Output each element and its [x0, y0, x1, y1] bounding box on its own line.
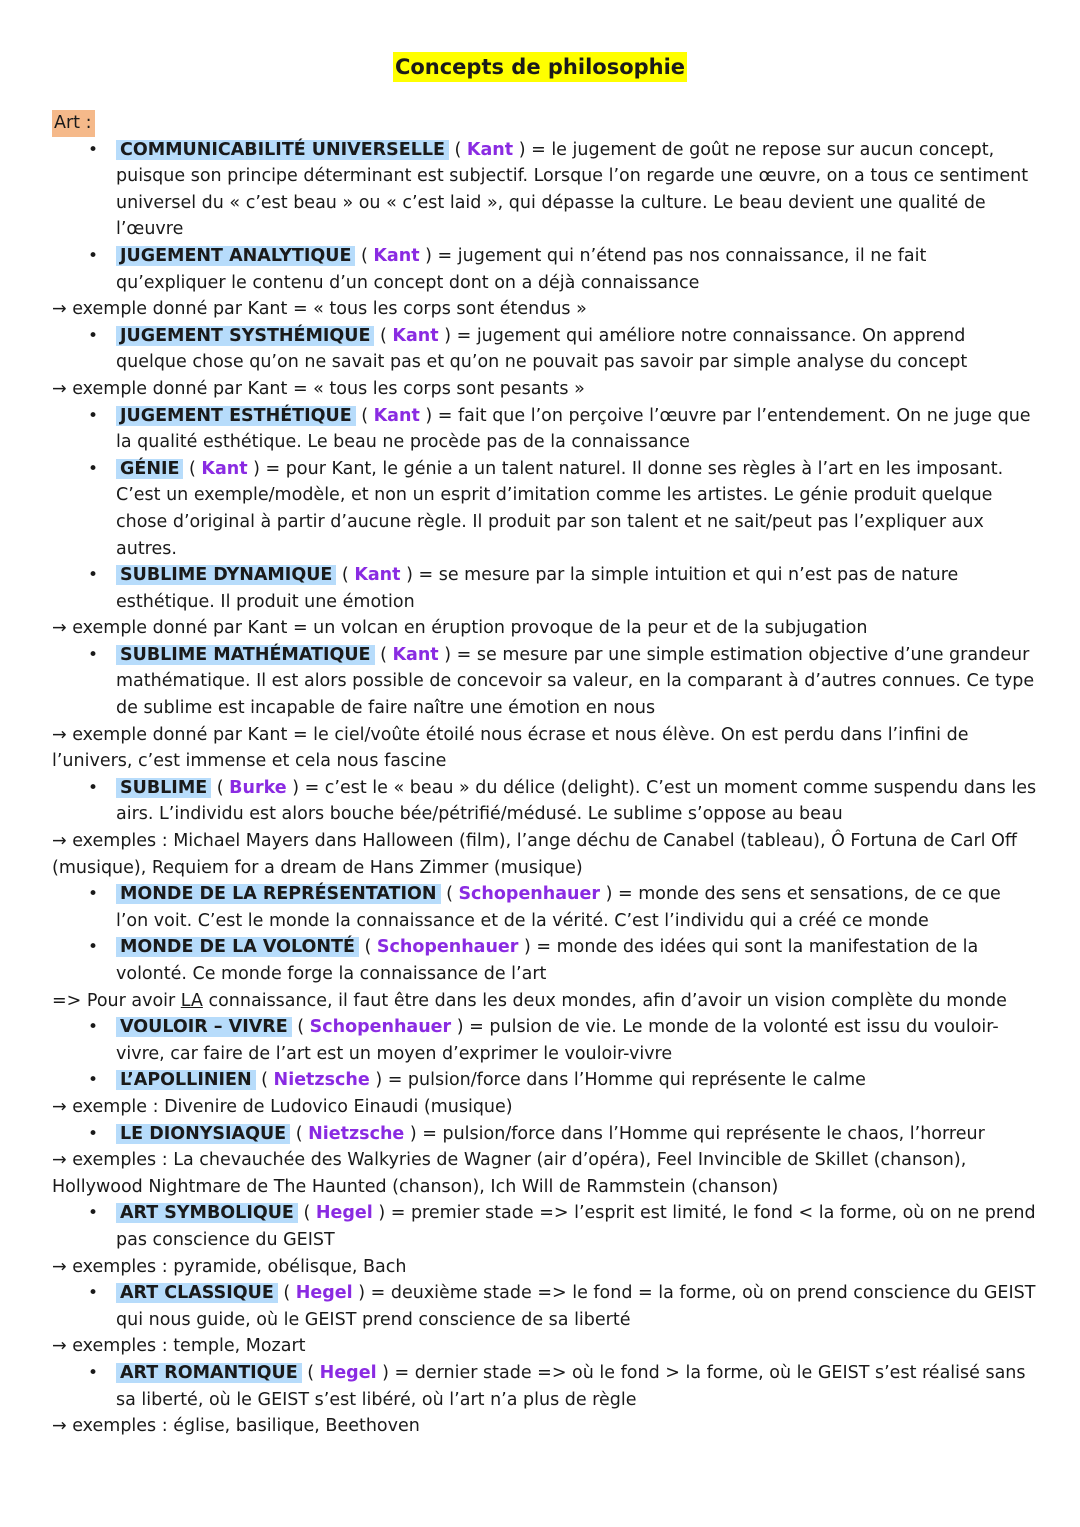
concept-item: • ART ROMANTIQUE ( Hegel ) = dernier stade => où le fond > la forme, où le GEIST s’est réalisé sans sa liberté, où le GEIST s’est libéré, où l’art n’a plus de règle [52, 1360, 1037, 1413]
concept-term: VOULOIR – VIVRE [116, 1017, 292, 1037]
concept-term: MONDE DE LA VOLONTÉ [116, 937, 359, 957]
concept-definition: ) = monde des idées qui sont la manifestation de la volonté. Ce monde forge la connaissance de l’art [116, 937, 979, 984]
concept-term: ART SYMBOLIQUE [116, 1203, 298, 1223]
concept-item: • ART SYMBOLIQUE ( Hegel ) = premier stade => l’esprit est limité, le fond < la forme, où on ne prend pas conscience du GEIST [52, 1200, 1037, 1253]
concept-author: Hegel [315, 1203, 373, 1224]
example-note: → exemples : Michael Mayers dans Halloween (film), l’ange déchu de Canabel (tableau), Ô Fortuna de Carl Off (musique), Requiem for a dream de Hans Zimmer (musique) [52, 831, 1017, 878]
concept-definition: ) = pulsion/force dans l’Homme qui représente le chaos, l’horreur [409, 1123, 985, 1144]
concept-term: JUGEMENT ESTHÉTIQUE [116, 406, 356, 426]
concept-term: ART CLASSIQUE [116, 1283, 278, 1303]
concept-definition: ) = le jugement de goût ne repose sur aucun concept, puisque son principe déterminant est subjectif. Lorsque l’on regarde une œuvre, on a tous ce sentiment universel du « c’est beau » ou « c’est laid », qui dépasse la culture. Le beau devient une qualité de l’œuvre [116, 139, 1029, 240]
concept-item: • COMMUNICABILITÉ UNIVERSELLE ( Kant ) = le jugement de goût ne repose sur aucun concept, puisque son principe déterminant est subjectif. Lorsque l’on regarde une œuvre, on a tous ce sentiment universel du « c’est beau » ou « c’est laid », qui dépasse la culture. Le beau devient une qualité de l’œuvre [52, 137, 1037, 243]
example-note: → exemples : temple, Mozart [52, 1336, 306, 1357]
concept-author: Schopenhauer [458, 884, 600, 905]
concept-author: Burke [229, 777, 287, 798]
concept-author: Hegel [319, 1362, 377, 1383]
concept-item: • JUGEMENT SYSTHÉMIQUE ( Kant ) = jugement qui améliore notre connaissance. On apprend quelque chose qu’on ne savait pas et qu’on ne pouvait pas savoir par simple analyse du concept [52, 323, 1037, 376]
concept-author: Kant [354, 565, 401, 586]
example-note: → exemple donné par Kant = « tous les corps sont étendus » [52, 299, 587, 320]
concept-item: • JUGEMENT ESTHÉTIQUE ( Kant ) = fait que l’on perçoive l’œuvre par l’entendement. On ne juge que la qualité esthétique. Le beau ne procède pas de la connaissance [52, 403, 1037, 456]
concept-author: Kant [392, 644, 439, 665]
concept-term: JUGEMENT SYSTHÉMIQUE [116, 326, 374, 346]
title-wrap [0, 52, 1080, 83]
concept-item: • SUBLIME DYNAMIQUE ( Kant ) = se mesure par la simple intuition et qui n’est pas de nature esthétique. Il produit une émotion [52, 562, 1037, 615]
concept-term: SUBLIME [116, 778, 211, 798]
concept-author: Schopenhauer [309, 1017, 452, 1038]
concept-item: • MONDE DE LA VOLONTÉ ( Schopenhauer ) = monde des idées qui sont la manifestation de la volonté. Ce monde forge la connaissance de l’art [52, 934, 1037, 987]
page-title: Concepts de philosophie [393, 52, 687, 82]
concept-item: • GÉNIE ( Kant ) = pour Kant, le génie a un talent naturel. Il donne ses règles à l’art en les imposant. C’est un exemple/modèle, et non un esprit d’imitation comme les artistes. Le génie produit quelque chose d’original à partir d’aucune règle. Il produit par son talent et ne sait/peut pas l’expliquer aux autres. [52, 456, 1037, 562]
example-note: → exemples : pyramide, obélisque, Bach [52, 1256, 407, 1277]
conclusion-note [52, 988, 1037, 1015]
concept-definition: ) = pulsion de vie. Le monde de la volonté est issu du vouloir-vivre, car faire de l’art est un moyen d’exprimer le vouloir-vivre [116, 1017, 999, 1064]
example-note: → exemple : Divenire de Ludovico Einaudi (musique) [52, 1096, 513, 1117]
concept-item: • MONDE DE LA REPRÉSENTATION ( Schopenhauer ) = monde des sens et sensations, de ce que l’on voit. C’est le monde la connaissance et de la vérité. C’est l’individu qui a créé ce monde [52, 881, 1037, 934]
concept-definition: ) = monde des sens et sensations, de ce que l’on voit. C’est le monde la connaissance et de la vérité. C’est l’individu qui a créé ce monde [116, 884, 1001, 931]
example-note: → exemples : église, basilique, Beethoven [52, 1416, 420, 1437]
concept-definition: ) = jugement qui n’étend pas nos connaissance, il ne fait qu’expliquer le contenu d’un concept dont on a déjà connaissance [116, 245, 927, 293]
concept-item: • L’APOLLINIEN ( Nietzsche ) = pulsion/force dans l’Homme qui représente le calme [52, 1067, 1037, 1094]
example-note: → exemple donné par Kant = « tous les corps sont pesants » [52, 378, 585, 399]
concept-definition: ) = dernier stade => où le fond > la forme, où le GEIST s’est réalisé sans sa liberté, où le GEIST s’est libéré, où l’art n’a plus de règle [116, 1362, 1026, 1410]
conclusion-end: connaissance, il faut être dans les deux mondes, afin d’avoir un vision complète du monde [202, 990, 1007, 1011]
conclusion-start: => Pour avoir [52, 990, 181, 1011]
concept-author: Kant [392, 325, 439, 346]
concept-item: • LE DIONYSIAQUE ( Nietzsche ) = pulsion/force dans l’Homme qui représente le chaos, l’horreur [52, 1121, 1037, 1148]
concept-term: ART ROMANTIQUE [116, 1363, 302, 1383]
concept-definition: ) = se mesure par une simple estimation objective d’une grandeur mathématique. Il est alors possible de concevoir sa valeur, en la comparant à d’autres connues. Ce type de sublime est incapable de faire naître une émotion en nous [116, 644, 1035, 719]
concept-definition: ) = deuxième stade => le fond = la forme, où on prend conscience du GEIST qui nous guide, où le GEIST prend conscience de sa liberté [116, 1283, 1036, 1330]
concept-author: Kant [373, 245, 420, 266]
conclusion-underlined: LA [180, 990, 203, 1011]
concept-term: L’APOLLINIEN [116, 1070, 256, 1090]
example-note: → exemple donné par Kant = un volcan en éruption provoque de la peur et de la subjugation [52, 618, 868, 639]
concept-term: MONDE DE LA REPRÉSENTATION [116, 884, 441, 904]
section-heading [52, 110, 1037, 137]
concept-term: SUBLIME MATHÉMATIQUE [116, 645, 375, 665]
concept-definition: ) = pour Kant, le génie a un talent naturel. Il donne ses règles à l’art en les imposant. C’est un exemple/modèle, et non un esprit d’imitation comme les artistes. Le génie produit quelque chose d’original à partir d’aucune règle. Il produit par son talent et ne sait/peut pas l’expliquer aux autres. [116, 458, 1004, 559]
concept-author: Kant [466, 139, 514, 160]
concept-definition: ) = fait que l’on perçoive l’œuvre par l’entendement. On ne juge que la qualité esthétique. Le beau ne procède pas de la connaissance [116, 405, 1031, 453]
concept-definition: ) = c’est le « beau » du délice (delight). C’est un moment comme suspendu dans les airs. L’individu est alors bouche bée/pétrifié/médusé. Le sublime s’oppose au beau [116, 777, 1037, 825]
concept-definition: ) = jugement qui améliore notre connaissance. On apprend quelque chose qu’on ne savait pas et qu’on ne pouvait pas savoir par simple analyse du concept [116, 325, 968, 373]
concept-author: Hegel [295, 1283, 353, 1304]
concept-term: LE DIONYSIAQUE [116, 1124, 290, 1144]
concept-term: JUGEMENT ANALYTIQUE [116, 246, 355, 266]
concept-definition: ) = se mesure par la simple intuition et qui n’est pas de nature esthétique. Il produit une émotion [116, 565, 959, 612]
concept-author: Kant [201, 458, 248, 479]
concept-definition: ) = premier stade => l’esprit est limité, le fond < la forme, où on ne prend pas conscience du GEIST [116, 1203, 1036, 1250]
example-note: → exemple donné par Kant = le ciel/voûte étoilé nous écrase et nous élève. On est perdu dans l’infini de l’univers, c’est immense et cela nous fascine [52, 724, 969, 772]
section-label: Art : [52, 110, 95, 137]
concept-term: GÉNIE [116, 459, 183, 479]
concept-item: • SUBLIME ( Burke ) = c’est le « beau » du délice (delight). C’est un moment comme suspendu dans les airs. L’individu est alors bouche bée/pétrifié/médusé. Le sublime s’oppose au beau [52, 775, 1037, 828]
notes-content [52, 110, 1037, 1440]
concept-author: Nietzsche [308, 1123, 405, 1144]
concept-term: COMMUNICABILITÉ UNIVERSELLE [116, 140, 449, 160]
concept-term: SUBLIME DYNAMIQUE [116, 565, 336, 585]
example-note: → exemples : La chevauchée des Walkyries de Wagner (air d’opéra), Feel Invincible de Skillet (chanson), Hollywood Nightmare de The Haunted (chanson), Ich Will de Rammstein (chanson) [52, 1150, 967, 1197]
concept-author: Schopenhauer [376, 937, 519, 958]
concept-item: • ART CLASSIQUE ( Hegel ) = deuxième stade => le fond = la forme, où on prend conscience du GEIST qui nous guide, où le GEIST prend conscience de sa liberté [52, 1280, 1037, 1333]
concept-item: • JUGEMENT ANALYTIQUE ( Kant ) = jugement qui n’étend pas nos connaissance, il ne fait qu’expliquer le contenu d’un concept dont on a déjà connaissance [52, 243, 1037, 296]
concept-definition: ) = pulsion/force dans l’Homme qui représente le calme [375, 1070, 866, 1091]
concept-item: • VOULOIR – VIVRE ( Schopenhauer ) = pulsion de vie. Le monde de la volonté est issu du vouloir-vivre, car faire de l’art est un moyen d’exprimer le vouloir-vivre [52, 1014, 1037, 1067]
concept-author: Nietzsche [273, 1070, 370, 1091]
concept-item: • SUBLIME MATHÉMATIQUE ( Kant ) = se mesure par une simple estimation objective d’une grandeur mathématique. Il est alors possible de concevoir sa valeur, en la comparant à d’autres connues. Ce type de sublime est incapable de faire naître une émotion en nous [52, 642, 1037, 722]
concept-author: Kant [373, 405, 420, 426]
